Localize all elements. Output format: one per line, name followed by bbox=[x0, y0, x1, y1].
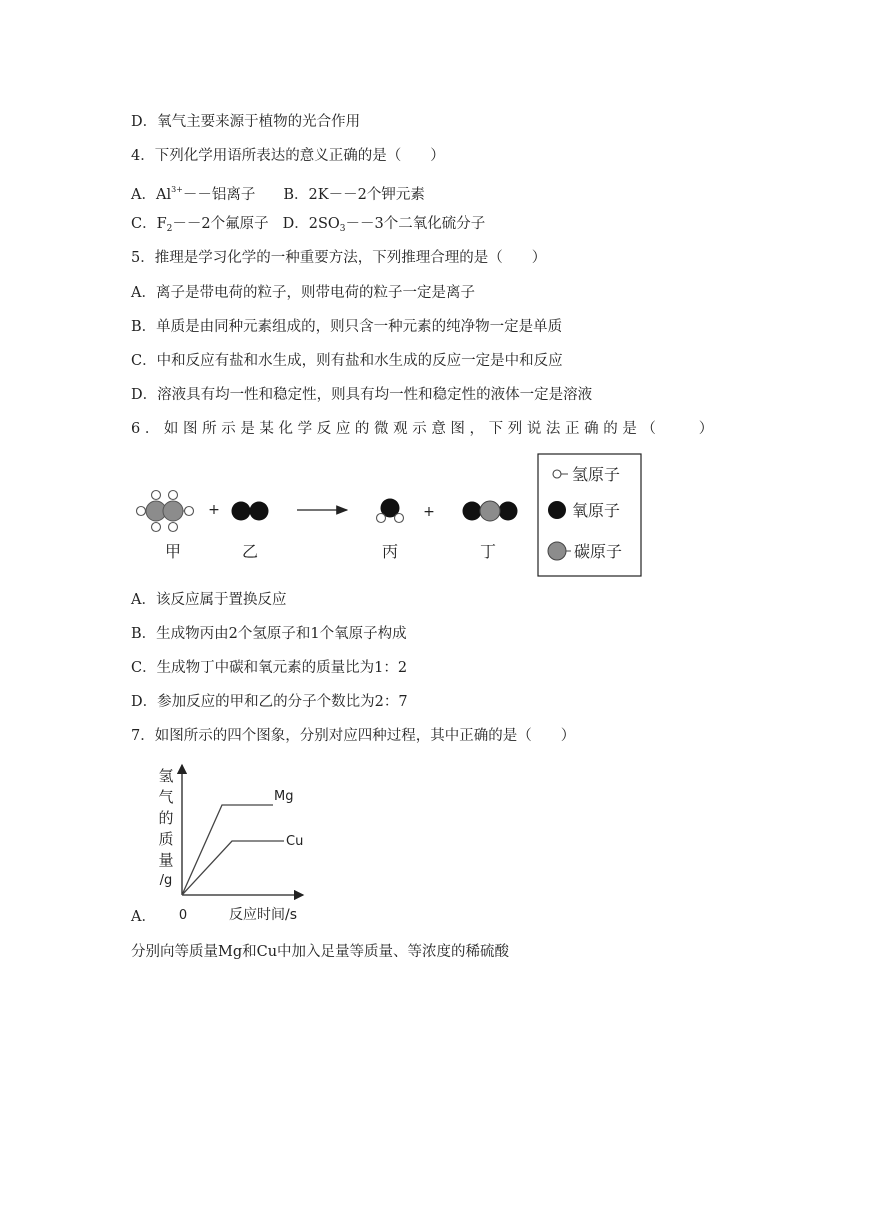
label-bing: 丙 bbox=[381, 542, 399, 561]
hydrogen-atom bbox=[137, 507, 146, 516]
carbon-atom bbox=[163, 501, 183, 521]
x-axis-label: 反应时间/s bbox=[228, 907, 298, 923]
q5-option-c: C．中和反应有盐和水生成，则有盐和水生成的反应一定是中和反应 bbox=[131, 353, 563, 369]
y-label-char: 气 bbox=[158, 788, 174, 806]
q5-option-a: A．离子是带电荷的粒子，则带电荷的粒子一定是离子 bbox=[131, 285, 475, 301]
oxygen-atom bbox=[463, 502, 482, 521]
oxygen-atom bbox=[548, 501, 566, 519]
oxygen-atom bbox=[232, 502, 251, 521]
q6-option-d: D．参加反应的甲和乙的分子个数比为2：7 bbox=[131, 694, 408, 710]
q4-option-a: A．$Al^{3+}--$铝离子 bbox=[131, 185, 256, 203]
q5-option-d: D．溶液具有均一性和稳定性，则具有均一性和稳定性的液体一定是溶液 bbox=[131, 387, 593, 403]
label-ding: 丁 bbox=[479, 542, 497, 561]
carbon-atom bbox=[480, 501, 500, 521]
q7-stem: 7．如图所示的四个图象，分别对应四种过程，其中正确的是（ ） bbox=[131, 728, 576, 744]
q6-option-c: C．生成物丁中碳和氧元素的质量比为1：2 bbox=[131, 660, 408, 676]
q5-stem: 5．推理是学习化学的一种重要方法，下列推理合理的是（ ） bbox=[131, 250, 547, 266]
q4-option-b: B．2K－－2个钾元素 bbox=[283, 187, 425, 203]
series-label-cu: Cu bbox=[286, 834, 304, 849]
atom-legend bbox=[538, 454, 641, 576]
q4-stem: 4．下列化学用语所表达的意义正确的是（ ） bbox=[131, 148, 445, 164]
q4-options-ab bbox=[131, 180, 425, 205]
q4-option-d: D．$2SO_3--3$个二氧化硫分子 bbox=[282, 216, 486, 234]
series-line-mg bbox=[182, 805, 273, 895]
q7-option-a-description: 分别向等质量Mg和Cu中加入足量等质量、等浓度的稀硫酸 bbox=[131, 944, 510, 960]
legend-oxygen: 氧原子 bbox=[572, 501, 621, 520]
q6-stem: 6．如图所示是某化学反应的微观示意图，下列说法正确的是（ ） bbox=[131, 421, 718, 437]
hydrogen-atom bbox=[169, 523, 178, 532]
legend-hydrogen: 氢原子 bbox=[572, 465, 621, 484]
legend-carbon: 碳原子 bbox=[574, 542, 623, 561]
series-label-mg: Mg bbox=[274, 789, 294, 804]
y-label-char: 氢 bbox=[158, 767, 174, 785]
label-yi: 乙 bbox=[241, 542, 259, 561]
q6-option-a: A．该反应属于置换反应 bbox=[131, 592, 287, 608]
hydrogen-atom bbox=[185, 507, 194, 516]
molecule-jia bbox=[137, 491, 194, 532]
q7-option-a-label: A． bbox=[131, 909, 156, 925]
hydrogen-atom bbox=[169, 491, 178, 500]
reaction-diagram bbox=[125, 450, 655, 585]
plus-sign: + bbox=[423, 504, 435, 520]
molecule-ding bbox=[463, 501, 518, 521]
hydrogen-mass-graph bbox=[145, 760, 315, 925]
label-jia: 甲 bbox=[164, 542, 182, 561]
molecule-yi bbox=[232, 502, 269, 521]
carbon-atom bbox=[548, 542, 566, 560]
hydrogen-atom bbox=[152, 523, 161, 532]
hydrogen-atom bbox=[377, 514, 386, 523]
y-label-char: 质 bbox=[158, 830, 174, 848]
molecule-bing bbox=[377, 499, 404, 523]
hydrogen-atom bbox=[152, 491, 161, 500]
oxygen-atom bbox=[250, 502, 269, 521]
y-label-char: /g bbox=[159, 873, 173, 888]
hydrogen-atom bbox=[553, 470, 561, 478]
origin-label: 0 bbox=[178, 908, 188, 923]
q4-options-cd bbox=[131, 214, 485, 239]
y-label-char: 量 bbox=[158, 851, 174, 869]
series-line-cu bbox=[182, 841, 284, 895]
hydrogen-atom bbox=[395, 514, 404, 523]
q5-option-b: B．单质是由同种元素组成的，则只含一种元素的纯净物一定是单质 bbox=[131, 319, 563, 335]
q3-option-d: D．氧气主要来源于植物的光合作用 bbox=[131, 114, 361, 130]
plus-sign: + bbox=[208, 502, 220, 518]
y-label-char: 的 bbox=[158, 809, 174, 827]
q6-option-b: B．生成物丙由2个氢原子和1个氧原子构成 bbox=[131, 626, 407, 642]
oxygen-atom bbox=[499, 502, 518, 521]
q4-option-c: C．$F_2--2$个氟原子 bbox=[131, 216, 269, 234]
